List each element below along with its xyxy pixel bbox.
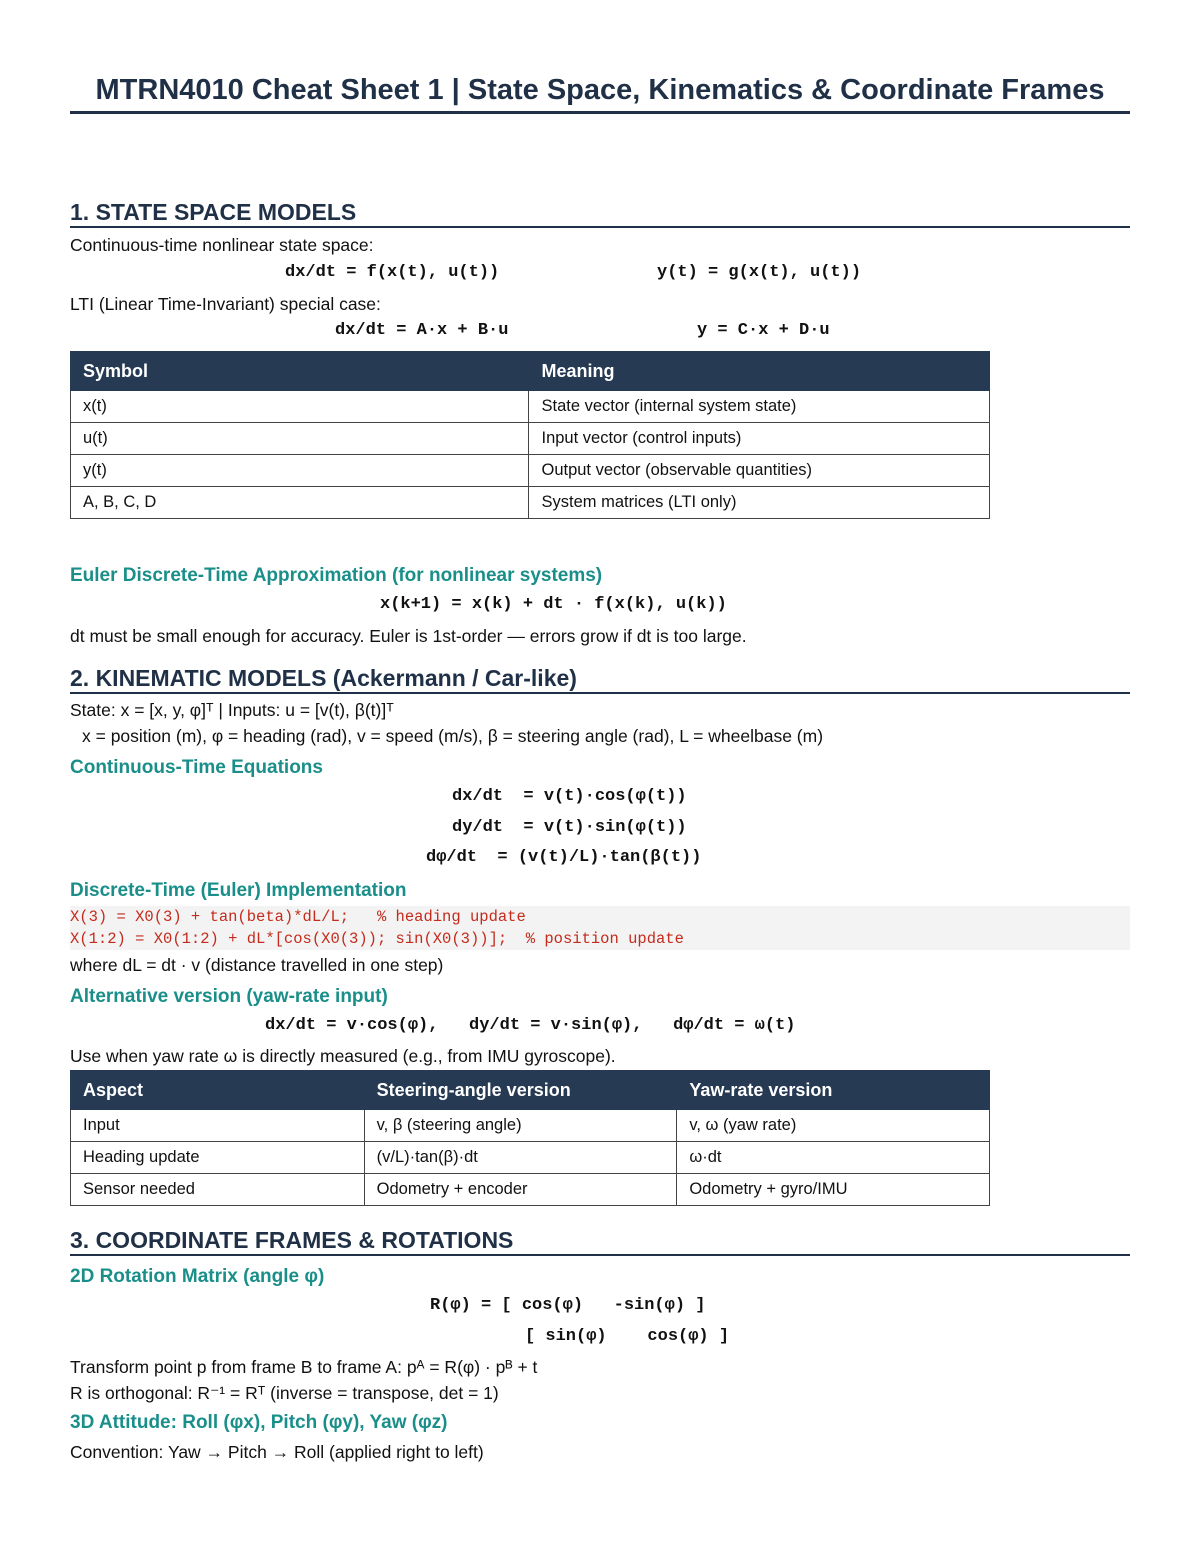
yaw-rate-equations: dx/dt = v·cos(φ), dy/dt = v·sin(φ), dφ/dt = ω(t) <box>265 1016 796 1035</box>
table-cell: Sensor needed <box>71 1174 365 1206</box>
page-title: MTRN4010 Cheat Sheet 1 | State Space, Kinematics & Coordinate Frames <box>70 72 1130 114</box>
symbol-table <box>70 351 990 519</box>
table-header: Steering-angle version <box>364 1071 677 1110</box>
table-cell: u(t) <box>71 423 529 455</box>
variable-definitions: x = position (m), φ = heading (rad), v = speed (m/s), β = steering angle (rad), L = wheelbase (m) <box>82 726 824 746</box>
alternative-heading: Alternative version (yaw-rate input) <box>70 986 388 1007</box>
table-row <box>71 1142 990 1174</box>
rotation-matrix-row-1: R(φ) = [ cos(φ) -sin(φ) ] <box>430 1296 706 1315</box>
dy-equation: dy/dt = v(t)·sin(φ(t)) <box>452 818 687 837</box>
lti-state-equation: dx/dt = A·x + B·u <box>335 321 509 340</box>
table-cell: Heading update <box>71 1142 365 1174</box>
euler-equation: x(k+1) = x(k) + dt · f(x(k), u(k)) <box>380 595 727 614</box>
table-cell: Odometry + encoder <box>364 1174 677 1206</box>
table-row <box>71 391 990 423</box>
table-cell: System matrices (LTI only) <box>529 487 990 519</box>
state-equation: dx/dt = f(x(t), u(t)) <box>285 263 500 282</box>
comparison-table <box>70 1070 990 1206</box>
attitude-heading: 3D Attitude: Roll (φx), Pitch (φy), Yaw (φz) <box>70 1412 448 1433</box>
table-cell: Output vector (observable quantities) <box>529 455 990 487</box>
lti-output-equation: y = C·x + D·u <box>697 321 830 340</box>
dphi-equation: dφ/dt = (v(t)/L)·tan(β(t)) <box>426 848 702 867</box>
table-cell: x(t) <box>71 391 529 423</box>
output-equation: y(t) = g(x(t), u(t)) <box>657 263 862 282</box>
section-heading: 2. KINEMATIC MODELS (Ackermann / Car-like) <box>70 664 1130 694</box>
rotation-matrix-heading: 2D Rotation Matrix (angle φ) <box>70 1266 325 1287</box>
section-kinematics <box>70 664 1130 694</box>
transform-text: Transform point p from frame B to frame A: pᴬ = R(φ) · pᴮ + t <box>70 1357 538 1377</box>
continuous-time-heading: Continuous-Time Equations <box>70 757 323 778</box>
intro-text: Continuous-time nonlinear state space: <box>70 235 374 255</box>
discrete-time-heading: Discrete-Time (Euler) Implementation <box>70 880 407 901</box>
table-header-row <box>71 352 990 391</box>
table-row <box>71 1174 990 1206</box>
table-row <box>71 423 990 455</box>
table-cell: (v/L)·tan(β)·dt <box>364 1142 677 1174</box>
table-cell: Input <box>71 1110 365 1142</box>
table-row <box>71 1110 990 1142</box>
table-cell: A, B, C, D <box>71 487 529 519</box>
euler-heading: Euler Discrete-Time Approximation (for nonlinear systems) <box>70 565 603 586</box>
convention-text: Convention: Yaw → Pitch → Roll (applied right to left) <box>70 1442 484 1462</box>
table-header: Symbol <box>71 352 529 391</box>
dx-equation: dx/dt = v(t)·cos(φ(t)) <box>452 787 687 806</box>
table-header: Yaw-rate version <box>677 1071 990 1110</box>
table-cell: v, ω (yaw rate) <box>677 1110 990 1142</box>
table-cell: y(t) <box>71 455 529 487</box>
distance-note: where dL = dt · v (distance travelled in one step) <box>70 955 444 975</box>
section-heading: 1. STATE SPACE MODELS <box>70 198 1130 228</box>
table-cell: ω·dt <box>677 1142 990 1174</box>
state-definition: State: x = [x, y, φ]ᵀ | Inputs: u = [v(t), β(t)]ᵀ <box>70 700 394 720</box>
orthogonal-text: R is orthogonal: R⁻¹ = Rᵀ (inverse = transpose, det = 1) <box>70 1383 499 1403</box>
section-heading: 3. COORDINATE FRAMES & ROTATIONS <box>70 1226 1130 1256</box>
lti-text: LTI (Linear Time-Invariant) special case: <box>70 294 381 314</box>
code-line-heading: X(3) = X0(3) + tan(beta)*dL/L; % heading update <box>70 906 1130 928</box>
code-line-position: X(1:2) = X0(1:2) + dL*[cos(X0(3)); sin(X0(3))]; % position update <box>70 928 1130 950</box>
table-cell: Input vector (control inputs) <box>529 423 990 455</box>
table-cell: Odometry + gyro/IMU <box>677 1174 990 1206</box>
section-coordinate-frames <box>70 1226 1130 1256</box>
table-cell: v, β (steering angle) <box>364 1110 677 1142</box>
section-state-space <box>70 198 1130 228</box>
table-row <box>71 455 990 487</box>
euler-note: dt must be small enough for accuracy. Euler is 1st-order — errors grow if dt is too large. <box>70 626 747 646</box>
table-header: Aspect <box>71 1071 365 1110</box>
table-cell: State vector (internal system state) <box>529 391 990 423</box>
yaw-rate-note: Use when yaw rate ω is directly measured (e.g., from IMU gyroscope). <box>70 1046 616 1066</box>
table-header-row <box>71 1071 990 1110</box>
cheat-sheet-page <box>70 72 1130 114</box>
table-row <box>71 487 990 519</box>
rotation-matrix-row-2: [ sin(φ) cos(φ) ] <box>525 1327 730 1346</box>
code-block <box>70 906 1130 950</box>
table-header: Meaning <box>529 352 990 391</box>
